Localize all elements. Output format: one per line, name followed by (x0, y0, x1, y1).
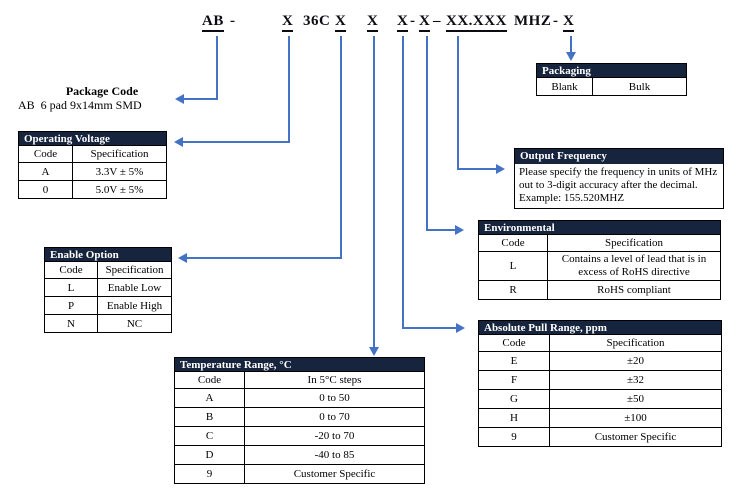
temperature-range-table (174, 357, 425, 484)
spec-cell: ±50 (550, 390, 722, 409)
table-row (479, 390, 722, 409)
output-frequency-box (514, 148, 724, 209)
table-row (479, 409, 722, 428)
code-cell: Blank (537, 78, 593, 96)
column-header: Code (479, 335, 550, 352)
package-code-block (18, 85, 156, 112)
output-frequency-note (515, 164, 723, 208)
spec-cell: Enable High (98, 297, 172, 315)
table-header-row (45, 262, 172, 279)
pn-dash: - (230, 13, 236, 29)
table-row (479, 352, 722, 371)
spec-cell: NC (98, 315, 172, 333)
table-row (19, 181, 167, 199)
pn-enable-code: X (335, 13, 346, 32)
spec-cell: ±100 (550, 409, 722, 428)
pn-dash: - (410, 13, 416, 29)
column-header: Code (175, 372, 245, 389)
pn-environmental-code: X (419, 13, 430, 32)
arrow-down-icon (566, 52, 576, 61)
package-code-value: AB 6 pad 9x14mm SMD (18, 98, 142, 112)
arrow-right-icon (455, 225, 464, 235)
spec-cell: Bulk (593, 78, 687, 96)
note-line: Please specify the frequency in units of MHz (519, 166, 718, 178)
code-cell: 0 (19, 181, 73, 199)
code-cell: F (479, 371, 550, 390)
code-cell: B (175, 408, 245, 427)
spec-cell: 3.3V ± 5% (73, 163, 167, 181)
packaging-table (536, 63, 687, 96)
pn-voltage-code: X (282, 13, 293, 32)
arrow-down-icon (369, 347, 379, 356)
code-cell: E (479, 352, 550, 371)
table-row (479, 252, 721, 281)
spec-cell: 0 to 70 (245, 408, 425, 427)
spec-cell: -20 to 70 (245, 427, 425, 446)
spec-cell: Enable Low (98, 279, 172, 297)
absolute-pull-range-table (478, 320, 722, 447)
table-row (45, 297, 172, 315)
output-frequency-title: Output Frequency (515, 149, 723, 164)
table-header-row (175, 372, 425, 389)
table-row (45, 315, 172, 333)
absolute-pull-range-title: Absolute Pull Range, ppm (479, 321, 722, 335)
table-row (19, 163, 167, 181)
column-header: Code (19, 146, 73, 163)
column-header: Code (479, 235, 548, 252)
environmental-table (478, 220, 721, 300)
operating-voltage-title: Operating Voltage (19, 132, 167, 146)
package-code-title: Package Code (65, 84, 139, 98)
code-cell: 9 (479, 428, 550, 447)
code-cell: C (175, 427, 245, 446)
spec-cell: ±20 (550, 352, 722, 371)
column-header: Specification (550, 335, 722, 352)
arrow-left-icon (178, 253, 187, 263)
arrow-left-icon (174, 137, 183, 147)
spec-cell: ±32 (550, 371, 722, 390)
table-row (175, 408, 425, 427)
enable-option-title: Enable Option (45, 248, 172, 262)
environmental-title: Environmental (479, 221, 721, 235)
table-row (175, 389, 425, 408)
table-row (479, 281, 721, 300)
arrow-left-icon (175, 94, 184, 104)
temperature-range-title: Temperature Range, °C (175, 358, 425, 372)
pn-package-code: AB (202, 13, 224, 32)
spec-cell: -40 to 85 (245, 446, 425, 465)
code-cell: N (45, 315, 98, 333)
column-header: Code (45, 262, 98, 279)
code-cell: A (19, 163, 73, 181)
column-header: Specification (548, 235, 721, 252)
code-cell: P (45, 297, 98, 315)
spec-cell: Contains a level of lead that is in excess of RoHS directive (548, 252, 721, 281)
column-header: In 5°C steps (245, 372, 425, 389)
table-header-row (19, 146, 167, 163)
pn-packaging-code: X (563, 13, 574, 32)
table-row (479, 428, 722, 447)
spec-cell: RoHS compliant (548, 281, 721, 300)
pn-mhz-label: MHZ (514, 13, 552, 29)
code-cell: H (479, 409, 550, 428)
table-header-row (479, 235, 721, 252)
code-cell: L (479, 252, 548, 281)
code-cell: D (175, 446, 245, 465)
spec-cell: 5.0V ± 5% (73, 181, 167, 199)
pn-pull-range-code: X (397, 13, 408, 32)
spec-cell: 0 to 50 (245, 389, 425, 408)
arrow-right-icon (496, 164, 505, 174)
pn-frequency-code: XX.XXX (446, 13, 507, 32)
table-row (479, 371, 722, 390)
pn-dash: - (553, 13, 559, 29)
note-line: Example: 155.520MHZ (519, 192, 625, 204)
spec-cell: Customer Specific (245, 465, 425, 484)
table-row (537, 78, 687, 96)
column-header: Specification (98, 262, 172, 279)
code-cell: R (479, 281, 548, 300)
table-row (175, 427, 425, 446)
operating-voltage-table (18, 131, 167, 199)
table-row (175, 446, 425, 465)
code-cell: G (479, 390, 550, 409)
packaging-title: Packaging (537, 64, 687, 78)
code-cell: 9 (175, 465, 245, 484)
code-cell: L (45, 279, 98, 297)
pn-temperature-code: X (367, 13, 378, 32)
pn-series: 36C (303, 13, 331, 29)
table-header-row (479, 335, 722, 352)
enable-option-table (44, 247, 172, 333)
note-line: out to 3-digit accuracy after the decimal. (519, 179, 698, 191)
code-cell: A (175, 389, 245, 408)
column-header: Specification (73, 146, 167, 163)
table-row (45, 279, 172, 297)
table-row (175, 465, 425, 484)
arrow-right-icon (456, 323, 465, 333)
pn-endash: – (433, 13, 441, 29)
spec-cell: Customer Specific (550, 428, 722, 447)
